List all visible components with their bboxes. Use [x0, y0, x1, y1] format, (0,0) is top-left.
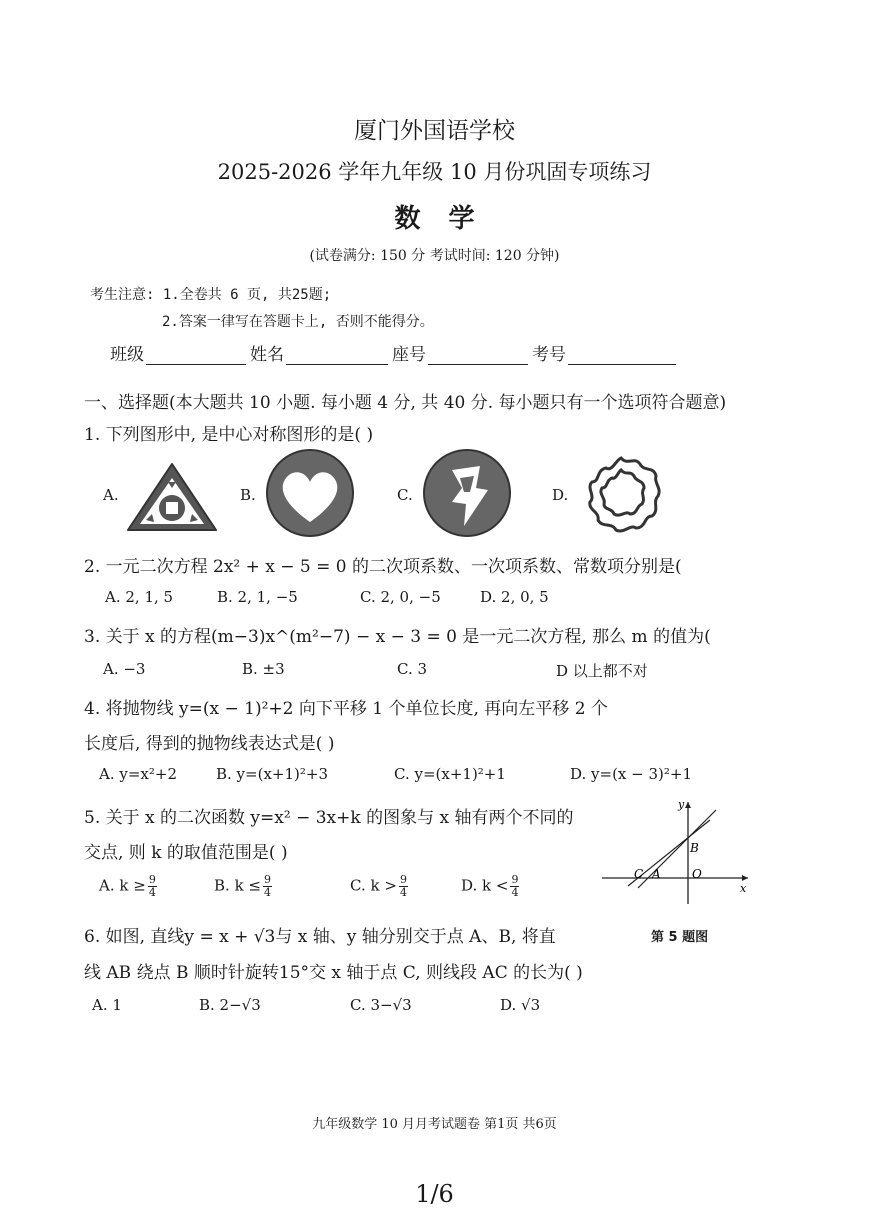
notice-line-1: 考生注意: 1.全卷共 6 页, 共25题;: [90, 287, 332, 303]
q3-option-d: D 以上都不对: [556, 662, 648, 680]
notice-line-2: 2.答案一律写在答题卡上, 否则不能得分。: [162, 314, 434, 330]
exam-number-label: 考号: [532, 345, 566, 365]
q1-figure-d-wavy-ring: [578, 452, 664, 538]
q3-option-b: B. ±3: [242, 660, 285, 678]
fig-label-c: C: [634, 867, 644, 881]
q5-figure-graph: [598, 796, 758, 906]
q6-option-c: C. 3−√3: [350, 996, 412, 1014]
exam-info: (试卷满分: 150 分 考试时间: 120 分钟): [309, 248, 560, 264]
q5-option-d: D. k < $\frac{9}{4}$: [461, 873, 519, 899]
seat-label: 座号: [392, 345, 426, 365]
q4-option-b: B. y=(x+1)²+3: [216, 765, 329, 783]
q1-figure-a-triangle: [124, 460, 220, 534]
q2-stem: 2. 一元二次方程 2x² + x − 5 = 0 的二次项系数、一次项系数、常数项分别是(: [84, 557, 682, 577]
fig-label-a: A: [652, 867, 661, 881]
fig-label-o: O: [692, 867, 702, 881]
name-label: 姓名: [250, 345, 284, 365]
q5-option-b: B. k ≤ $\frac{9}{4}$: [214, 873, 272, 899]
q1-figure-c-lightning-circle: [422, 448, 512, 538]
exam-number-field[interactable]: [532, 340, 676, 365]
q2-option-a: A. 2, 1, 5: [105, 588, 174, 606]
q1-stem: 1. 下列图形中, 是中心对称图形的是( ): [84, 425, 374, 445]
page-number: 1/6: [415, 1180, 454, 1208]
q4-stem-line-1: 4. 将抛物线 y=(x − 1)²+2 向下平移 1 个单位长度, 再向左平移 2 个: [84, 699, 608, 719]
q2-option-d: D. 2, 0, 5: [480, 588, 549, 606]
q5-stem-line-1: 5. 关于 x 的二次函数 y=x² − 3x+k 的图象与 x 轴有两个不同的: [84, 808, 574, 828]
q1-option-c-label: C.: [397, 486, 413, 504]
q5-figure-caption: 第 5 题图: [651, 930, 709, 945]
subject-title: 数学: [394, 204, 503, 234]
line-ab: [638, 810, 716, 888]
q4-stem-line-2: 长度后, 得到的抛物线表达式是( ): [84, 734, 335, 754]
class-label: 班级: [110, 345, 144, 365]
name-field[interactable]: [250, 340, 388, 365]
q4-option-c: C. y=(x+1)²+1: [394, 765, 506, 783]
q6-option-a: A. 1: [92, 996, 122, 1014]
student-info-fields: [110, 340, 680, 365]
q1-option-a-label: A.: [103, 486, 119, 504]
q6-stem-line-2: 线 AB 绕点 B 顺时针旋转15°交 x 轴于点 C, 则线段 AC 的长为( ): [84, 963, 583, 983]
q5-option-c: C. k > $\frac{9}{4}$: [350, 873, 407, 899]
q6-stem-line-1: 6. 如图, 直线y = x + √3与 x 轴、y 轴分别交于点 A、B, 将直: [84, 927, 556, 947]
q5-stem-line-2: 交点, 则 k 的取值范围是( ): [84, 843, 288, 863]
fig-label-x: x: [740, 882, 747, 895]
q3-option-c: C. 3: [397, 660, 428, 678]
q3-stem: 3. 关于 x 的方程(m−3)x^(m²−7) − x − 3 = 0 是一元二次方程, 那么 m 的值为(: [84, 627, 711, 647]
q6-option-b: B. 2−√3: [199, 996, 261, 1014]
seat-field[interactable]: [392, 340, 528, 365]
q1-figure-b-heart-circle: [264, 448, 356, 538]
fig-label-b: B: [690, 841, 699, 855]
q5-option-a: A. k ≥ $\frac{9}{4}$: [99, 873, 156, 899]
section-1-title: 一、选择题(本大题共 10 小题. 每小题 4 分, 共 40 分. 每小题只有一个选项符合题意): [84, 393, 727, 413]
q1-option-b-label: B.: [240, 486, 256, 504]
fig-label-y: y: [678, 798, 685, 811]
class-field[interactable]: [110, 340, 246, 365]
q4-option-d: D. y=(x − 3)²+1: [570, 765, 693, 783]
q2-option-c: C. 2, 0, −5: [360, 588, 441, 606]
school-name: 厦门外国语学校: [354, 118, 515, 144]
q6-option-d: D. √3: [500, 996, 541, 1014]
q1-option-d-label: D.: [552, 486, 569, 504]
q3-option-a: A. −3: [103, 660, 146, 678]
page-footer: 九年级数学 10 月月考试题卷 第1页 共6页: [312, 1117, 557, 1132]
q4-option-a: A. y=x²+2: [99, 765, 177, 783]
exam-subtitle: 2025-2026 学年九年级 10 月份巩固专项练习: [217, 160, 652, 184]
q2-option-b: B. 2, 1, −5: [217, 588, 298, 606]
